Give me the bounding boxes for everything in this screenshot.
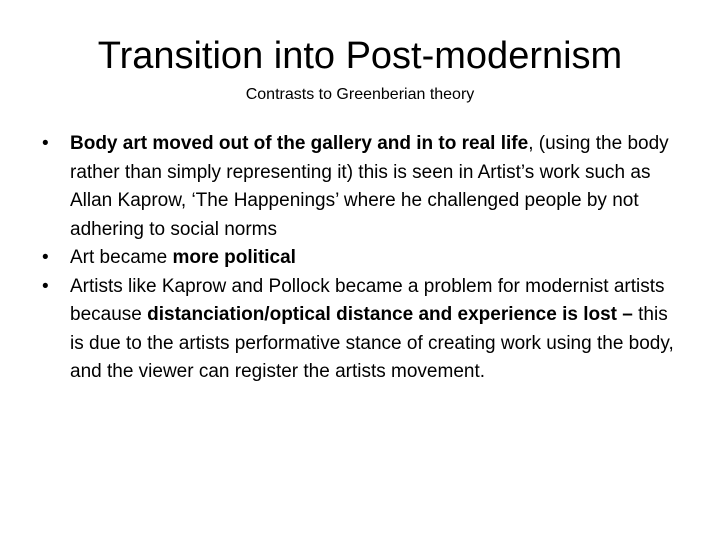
bullet-icon: •	[42, 133, 49, 154]
slide-title: Transition into Post-modernism	[97, 35, 623, 77]
bullet-2-bold: more political	[172, 247, 296, 268]
bullet-1-text: , (using the body rather than simply representing it) this is seen in Artist’s work such as Allan Kaprow, ‘The Happenings’ where he challenged people by not adhering to social norms	[70, 133, 669, 240]
bullet-3-text-tail: this is due to the artists performative stance of creating work using the body, and the viewer can register the artists movement.	[70, 304, 674, 382]
bullet-2-text-lead: Art became	[70, 247, 173, 268]
bullet-icon: •	[42, 247, 49, 268]
bullet-icon: •	[42, 275, 49, 297]
bullet-3-text-lead: Artists like Kaprow and Pollock became a problem for modernist artists because	[70, 275, 665, 325]
bullet-item-2	[36, 244, 686, 273]
bullet-3-bold: distanciation/optical distance and experience is lost –	[147, 304, 633, 325]
bullet-item-1	[36, 130, 686, 244]
bullet-list	[36, 130, 686, 387]
bullet-1-bold-lead: Body art moved out of the gallery and in to real life	[70, 133, 529, 154]
bullet-item-3	[36, 273, 686, 387]
slide-subtitle: Contrasts to Greenberian theory	[245, 86, 475, 103]
